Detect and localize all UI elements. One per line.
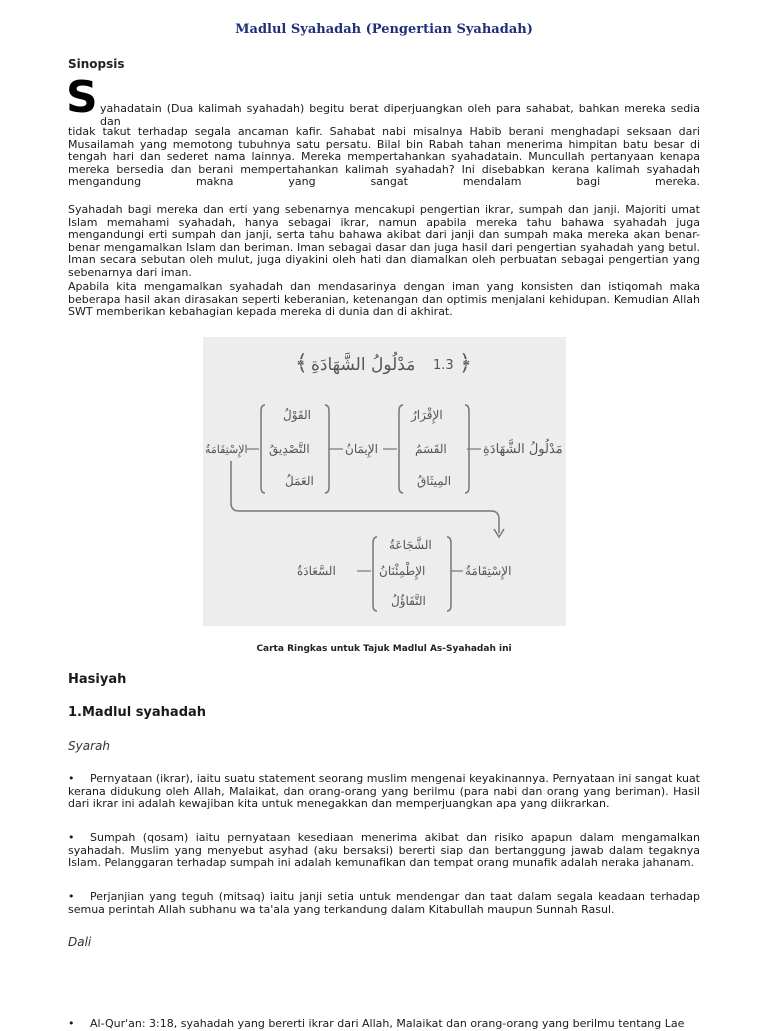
bullet-item-1 bbox=[68, 773, 700, 811]
ornament-left: ﴾ bbox=[295, 351, 308, 376]
group2-item-3: العَمَلُ bbox=[285, 474, 314, 488]
dalil-label: Dali bbox=[68, 935, 92, 949]
group2-item-2: التَّصْدِيقُ bbox=[269, 442, 310, 456]
bottom-cut-line bbox=[68, 1018, 700, 1031]
group3-item-2: الإِطْمِئْنَانُ bbox=[379, 564, 426, 578]
syarah-label: Syarah bbox=[68, 739, 110, 753]
group1-item-2: القَسَمُ bbox=[415, 442, 447, 456]
bullet-text: Al-Qur'an: 3:18, syahadah yang bererti ikrar dari Allah, Malaikat dan orang-orang yang berilmu tentang Lae bbox=[90, 1018, 685, 1030]
group1-item-3: المِيثَاقُ bbox=[417, 474, 452, 488]
bullet-dot: • bbox=[68, 831, 75, 844]
bullet-dot: • bbox=[68, 772, 75, 785]
bullet-text: Perjanjian yang teguh (mitsaq) iaitu janji setia untuk mendengar dan taat dalam segala keadaan terhadap semua perintah Allah subhanu wa ta'ala yang terkandung dalam Kitabullah maupun Sunnah Rasul. bbox=[68, 890, 700, 916]
bullet-item-2 bbox=[68, 832, 700, 870]
paragraph-1: tidak takut terhadap segala ancaman kafir. Sahabat nabi misalnya Habib berani menghadapi seksaan dari Musailamah yang memotong tubuhnya satu persatu. Bilal bin Rabah tahan menerima himpitan batu besar di tengah hari dan sederet nama lainnya. Mereka mempertahankan syahadatain. Muncullah pertanyaan kenapa mereka bersedia dan berani mempertahankan kalimah syahadah? Ini disebabkan kerana kalimah syahadah mengandung makna yang sangat mendalam bagi mereka. bbox=[68, 125, 700, 188]
group3-item-3: التَّفَاؤُلُ bbox=[391, 594, 426, 608]
paragraph-3: Apabila kita mengamalkan syahadah dan mendasarinya dengan iman yang konsisten dan istiqomah maka beberapa hasil akan dirasakan seperti keberanian, ketenangan dan optimis menjalani kehidupan. Kemudian Allah SWT memberikan kebahagian kepada mereka di dunia dan di akhirat. bbox=[68, 280, 700, 318]
bullet-dot: • bbox=[68, 890, 75, 903]
root-node: مَدْلُولُ الشَّهَادَةِ bbox=[483, 442, 563, 457]
ornament-right: ﴿ bbox=[459, 351, 472, 376]
bullet-text: Sumpah (qosam) iaitu pernyataan kesediaan menerima akibat dan risiko apapun dalam mengamalkan syahadah. Muslim yang menyebut asyhad (aku bersaksi) bererti siap dan bertanggung jawab dalam tegaknya Islam. Pelanggaran terhadap sumpah ini adalah kemunafikan dan tempat orang munafik adalah neraka jahanam. bbox=[68, 831, 700, 869]
group2-item-1: القَوْلُ bbox=[283, 408, 311, 422]
section-heading: 1.Madlul syahadah bbox=[68, 705, 207, 720]
madlul-syahadah-chart-image bbox=[203, 337, 566, 626]
hasiyah-heading: Hasiyah bbox=[68, 672, 127, 687]
paragraph-1-first-line: yahadatain (Dua kalimah syahadah) begitu berat diperjuangkan oleh para sahabat, bahkan mereka sedia dan bbox=[100, 102, 700, 128]
sinopsis-heading: Sinopsis bbox=[68, 57, 125, 71]
figure-title-arabic: مَدْلُولُ الشَّهَادَةِ bbox=[311, 355, 416, 375]
paragraph-2: Syahadah bagi mereka dan erti yang sebenarnya mencakupi pengertian ikrar, sumpah dan janji. Majoriti umat Islam memahami syahadah, hanya sebagai ikrar, namun apabila mereka tahu bahawa syahadah juga mengandungi erti sumpah dan janji, serta tahu bahawa akibat dari janji dan sumpah maka mereka akan benar-benar mengamalkan Islam dan beriman. Iman sebagai dasar dan juga hasil dari pengertian syahadah yang betul. Iman secara sebutan oleh mulut, juga diyakini oleh hati dan diamalkan oleh perbuatan sebagai pengertian yang sebenarnya dari iman. bbox=[68, 203, 700, 279]
bullet-dot: • bbox=[68, 1018, 75, 1030]
figure-caption: Carta Ringkas untuk Tajuk Madlul As-Syahadah ini bbox=[256, 644, 512, 654]
middle-node: الإِيمَانُ bbox=[345, 442, 378, 456]
left-result-node: الإِسْتِقَامَةُ bbox=[205, 443, 248, 456]
drop-cap: S bbox=[66, 72, 98, 123]
group3-item-1: الشَّجَاعَةُ bbox=[389, 538, 432, 552]
bullet-text: Pernyataan (ikrar), iaitu suatu statement seorang muslim mengenai keyakinannya. Pernyataan ini sangat kuat kerana didukung oleh Allah, Malaikat, dan orang-orang yang berilmu (para nabi dan orang yang beriman). Hasil dari ikrar ini adalah kewajiban kita untuk menegakkan dan memperjuangkan apa yang diikrarkan. bbox=[68, 772, 700, 810]
figure-title-number: 1.3 bbox=[433, 358, 454, 373]
document-title: Madlul Syahadah (Pengertian Syahadah) bbox=[235, 22, 533, 37]
row2-left-node: الإِسْتِقَامَةُ bbox=[465, 564, 512, 578]
group1-item-1: الإِقْرَارُ bbox=[411, 408, 443, 422]
row2-result-node: السَّعَادَةُ bbox=[297, 564, 336, 578]
bullet-item-3 bbox=[68, 891, 700, 916]
